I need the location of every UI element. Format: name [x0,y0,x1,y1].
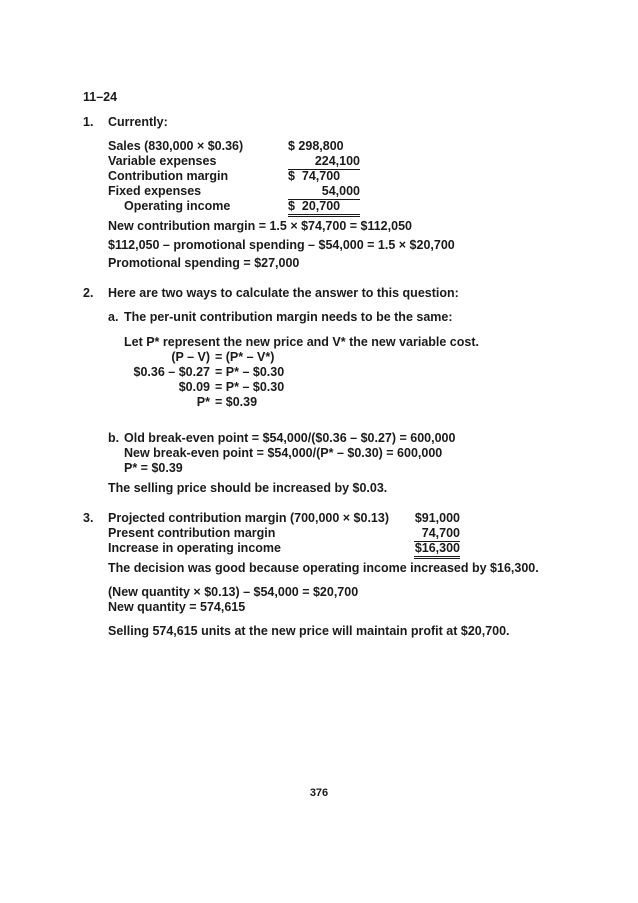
comparison-row-value: 74,700 [414,526,460,542]
comparison-row-value: $91,000 [414,511,460,525]
income-row-label: Fixed expenses [108,184,202,198]
part2b-line: P* = $0.39 [124,461,183,475]
income-row-value: $ 20,700 [288,199,360,217]
part3-line: (New quantity × $0.13) – $54,000 = $20,700 [108,585,359,599]
equation-left: (P – V) [171,350,210,364]
comparison-row-label: Projected contribution margin (700,000 × $0.13) [108,511,389,525]
part1-number: 1. [83,115,94,129]
part3-line: New quantity = 574,615 [108,600,246,614]
income-row-label: Operating income [124,199,231,213]
income-row-value: 224,100 [288,154,360,170]
equation-right: = $0.39 [215,395,258,409]
equation-right: = P* – $0.30 [215,380,285,394]
part2b-letter: b. [108,431,120,445]
equation-left: $0.09 [178,380,210,394]
page-number: 376 [309,787,329,799]
equation-right: = P* – $0.30 [215,365,285,379]
comparison-row-label: Present contribution margin [108,526,276,540]
income-row-value: 54,000 [288,184,360,200]
part1-line: Promotional spending = $27,000 [108,256,300,270]
part2-number: 2. [83,286,94,300]
equation-right: = (P* – V*) [215,350,275,364]
part2a-intro: Let P* represent the new price and V* the new variable cost. [124,335,479,349]
part3-line: The decision was good because operating income increased by $16,300. [108,561,539,575]
income-row-label: Variable expenses [108,154,217,168]
part2b-line: New break-even point = $54,000/(P* – $0.30) = 600,000 [124,446,443,460]
part2-heading: Here are two ways to calculate the answer to this question: [108,286,459,300]
part2-conclusion: The selling price should be increased by $0.03. [108,481,388,495]
part3-line: Selling 574,615 units at the new price will maintain profit at $20,700. [108,624,510,638]
part2b-line: Old break-even point = $54,000/($0.36 – $0.27) = 600,000 [124,431,456,445]
part1-line: New contribution margin = 1.5 × $74,700 = $112,050 [108,219,412,233]
part2a-text: The per-unit contribution margin needs to be the same: [124,310,453,324]
comparison-row-value: $16,300 [414,541,460,559]
comparison-row-label: Increase in operating income [108,541,281,555]
part1-heading: Currently: [108,115,168,129]
equation-left: $0.36 – $0.27 [133,365,210,379]
part1-line: $112,050 – promotional spending – $54,000 = 1.5 × $20,700 [108,238,455,252]
part3-number: 3. [83,511,94,525]
income-row-label: Contribution margin [108,169,229,183]
income-row-label: Sales (830,000 × $0.36) [108,139,244,153]
income-row-value: $ 74,700 [288,169,341,183]
income-row-value: $ 298,800 [288,139,344,153]
equation-left: P* [196,395,210,409]
problem-id: 11–24 [83,90,118,104]
part2a-letter: a. [108,310,119,324]
